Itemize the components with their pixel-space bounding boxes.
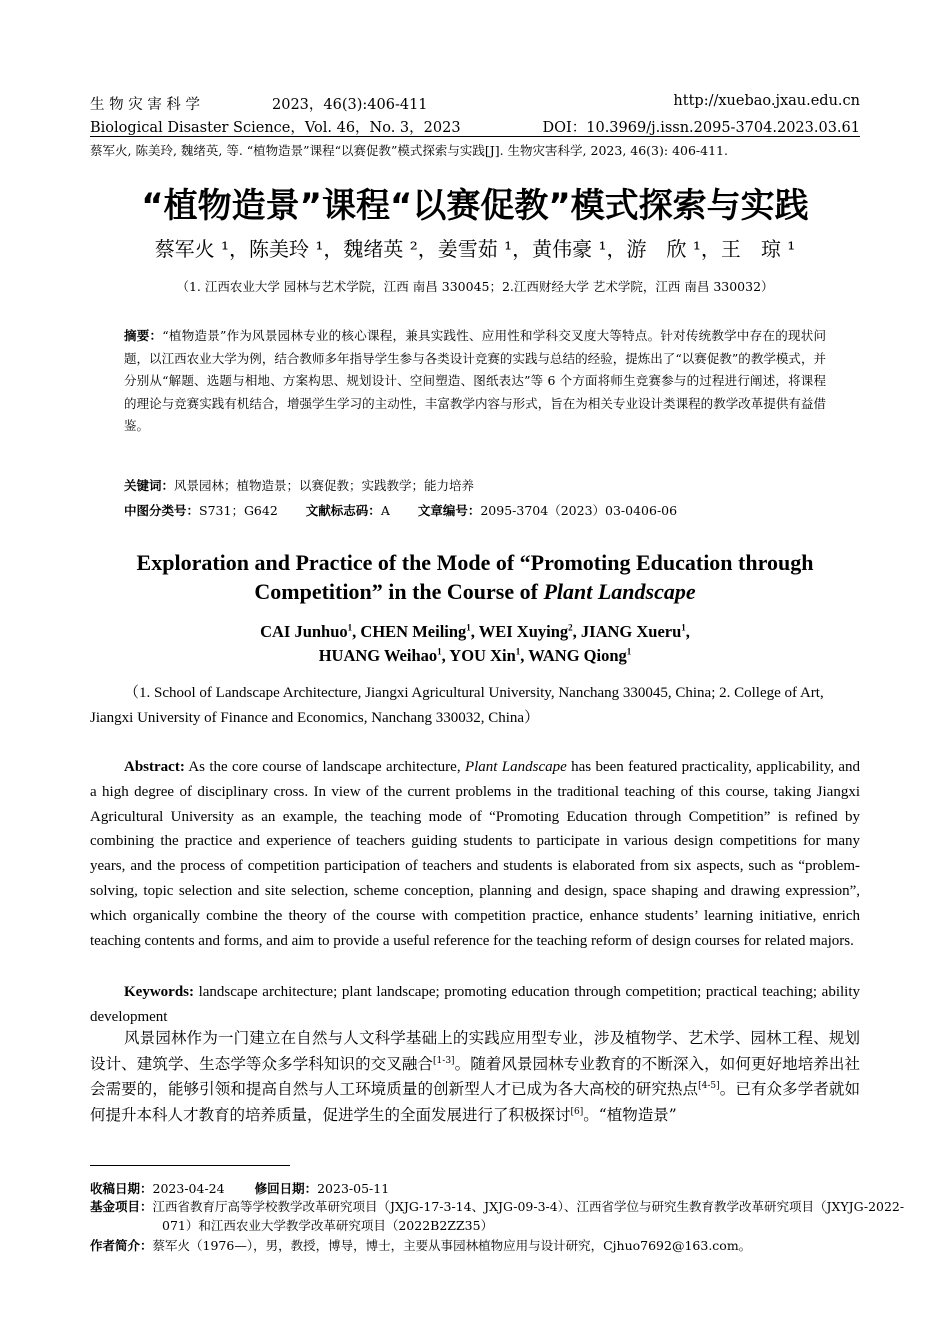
abstract-cn-label: 摘要：	[124, 328, 163, 343]
keywords-cn-label: 关键词：	[124, 478, 175, 493]
author-en-affil-mark: 1	[466, 622, 471, 633]
citation-line: 蔡军火, 陈美玲, 魏绪英, 等. “植物造景”课程“以赛促教”模式探索与实践[J]. 生物灾害科学, 2023, 46(3): 406-411.	[90, 143, 728, 158]
footnote-fund	[90, 1198, 932, 1235]
author-en-name: CHEN Meiling	[360, 622, 467, 641]
keywords-en	[90, 980, 860, 1030]
author-en-name: YOU Xin	[449, 646, 516, 665]
abstract-cn-text: “植物造景”作为风景园林专业的核心课程，兼具实践性、应用性和学科交叉度大等特点。针对传统教学中存在的现状问题，以江西农业大学为例，结合教师多年指导学生参与各类设计竞赛的实践与总结的经验，提炼出了“以赛促教”的教学模式，并分别从“解题、选题与相地、方案构思、规划设计、空间塑造、图纸表达”等 6 个方面将师生竞赛参与的过程进行阐述，将课程的理论与竞赛实践有机结合，增强学生学习的主动性，丰富教学内容与形式，旨在为相关专业设计类课程的教学改革提供有益借鉴。	[124, 328, 826, 433]
author-en-name: HUANG Weihao	[318, 646, 438, 665]
title-en-course-name: Plant Landscape	[543, 579, 696, 604]
journal-name-en: Biological Disaster Science，Vol. 46，No. 3，2023	[90, 120, 461, 136]
affiliation-en: （1. School of Landscape Architecture, Jiangxi Agricultural University, Nanchang 330045, China; 2. College of Art, Jiangxi University of Finance and Economics, Nanchang 330032, China）	[90, 685, 824, 726]
author-en-affil-mark: 2	[568, 622, 573, 633]
article-no-value: 2095-3704（2023）03-0406-06	[480, 503, 678, 518]
author-bio-label: 作者简介：	[90, 1238, 153, 1253]
keywords-en-label: Keywords:	[124, 984, 194, 1000]
title-cn: “植物造景”课程“以赛促教”模式探索与实践	[141, 186, 809, 226]
abstract-en-label: Abstract:	[124, 759, 185, 775]
abstract-en-course-name: Plant Landscape	[464, 759, 567, 775]
citation-ref-1: [1-3]	[433, 1055, 455, 1066]
journal-name-cn: 生 物 灾 害 科 学	[90, 97, 201, 113]
article-no-label: 文章编号：	[417, 503, 481, 518]
abstract-en-text-2: has been featured practicality, applicability, and a high degree of disciplinary cross. In view of the current problems in the traditional teaching of this course, taking Jiangxi Agricultural University as an example, the teaching mode of “Promoting Education through Competition” is refined by combining the practice and experience of teachers guiding students to participate in various design competitions for many years, and the process of competition participation of teachers and students is elaborated from six aspects, such as “problem-solving, topic selection and site selection, scheme conception, planning and design, space shaping and drawing expression”, which organically combine the theory of the course with competition practice, enhance students’ learning initiative, enrich teaching contents and forms, and aim to provide a useful reference for the teaching reform of design courses for related majors.	[90, 759, 861, 949]
authors-cn: 蔡军火 ¹，陈美玲 ¹，魏绪英 ²，姜雪茹 ¹，黄伟豪 ¹，游 欣 ¹，王 琼 ¹	[154, 237, 796, 261]
author-en-name: CAI Junhuo	[260, 622, 348, 641]
clc-label: 中图分类号：	[124, 503, 200, 518]
received-date: 2023-04-24	[152, 1181, 225, 1196]
body-text-2: 。随着风景园林专业教育的不断深入，如何更好地培养出社会需要的，能够引领和提高自然与人工环境质量的创新型人才已成为各大高校的研究热点	[90, 1054, 860, 1098]
body-text-4: 。“植物造景”	[583, 1105, 677, 1124]
title-en	[90, 548, 860, 606]
footnote-dates	[90, 1180, 860, 1199]
keywords-cn	[124, 476, 474, 494]
abstract-en-text-1: As the core course of landscape architecture,	[184, 759, 465, 775]
journal-url: http://xuebao.jxau.edu.cn	[673, 93, 860, 109]
received-label: 收稿日期：	[90, 1181, 153, 1196]
body-text-3: 。已有众多学者就如何提升本科人才教育的培养质量，促进学生的全面发展进行了积极探讨	[90, 1080, 860, 1124]
title-en-line2	[90, 577, 860, 606]
author-en-name: JIANG Xueru	[580, 622, 682, 641]
clc-value: S731；G642	[199, 503, 278, 518]
issue-info: 2023，46(3):406-411	[272, 97, 428, 113]
citation-ref-3: [6]	[570, 1106, 584, 1117]
abstract-cn	[124, 325, 826, 438]
body-text-1: 风景园林作为一门建立在自然与人文科学基础上的实践应用型专业，涉及植物学、艺术学、园林工程、规划设计、建筑学、生态学等众多学科知识的交叉融合	[90, 1029, 860, 1073]
author-en-affil-mark: 1	[515, 646, 521, 657]
author-en-name: WEI Xuying	[478, 622, 569, 641]
authors-en-line2: HUANG Weihao$^1$, YOU Xin$^1$, WANG Qiong$^1$	[318, 646, 632, 665]
footnote-rule	[90, 1165, 290, 1166]
affiliation-cn: （1. 江西农业大学 园林与艺术学院，江西 南昌 330045；2.江西财经大学 艺术学院，江西 南昌 330032）	[176, 279, 774, 294]
keywords-cn-text: 风景园林；植物造景；以赛促教；实践教学；能力培养	[174, 478, 475, 493]
fund-text: 江西省教育厅高等学校教学改革研究项目（JXJG-17-3-14、JXJG-09-3-4）、江西省学位与研究生教育教学改革研究项目（JXYJG-2022-071）和江西农业大学教学改革研究项目（2022B2ZZ35）	[152, 1199, 905, 1233]
revised-date: 2023-05-11	[317, 1181, 390, 1196]
title-en-line2-text: Competition” in the Course of	[254, 579, 544, 604]
author-en-affil-mark: 1	[681, 622, 686, 633]
authors-en	[90, 620, 860, 668]
authors-en-line1: CAI Junhuo$^1$, CHEN Meiling$^1$, WEI Xuying$^2$, JIANG Xueru$^1$,	[260, 622, 690, 641]
body-paragraph	[90, 1026, 860, 1128]
abstract-en	[90, 755, 860, 953]
citation-ref-2: [4-5]	[698, 1080, 720, 1091]
doc-code-value: A	[380, 503, 390, 518]
footnote-author	[90, 1237, 860, 1256]
doc-code-label: 文献标志码：	[305, 503, 381, 518]
author-bio-text: 蔡军火（1976—），男，教授，博导，博士，主要从事园林植物应用与设计研究，Cjhuo7692@163.com。	[152, 1238, 752, 1253]
author-en-affil-mark: 1	[347, 622, 353, 633]
doi: DOI：10.3969/j.issn.2095-3704.2023.03.61	[542, 120, 860, 136]
fund-label: 基金项目：	[90, 1199, 153, 1214]
revised-label: 修回日期：	[254, 1181, 318, 1196]
classification-line	[124, 501, 677, 519]
keywords-en-text: landscape architecture; plant landscape; promoting education through competition; practical teaching; ability development	[90, 984, 860, 1025]
author-en-name: WANG Qiong	[528, 646, 627, 665]
header-rule	[90, 136, 860, 137]
author-en-affil-mark: 1	[626, 646, 632, 657]
author-en-affil-mark: 1	[437, 646, 442, 657]
title-en-line1: Exploration and Practice of the Mode of “Promoting Education through	[136, 550, 814, 575]
